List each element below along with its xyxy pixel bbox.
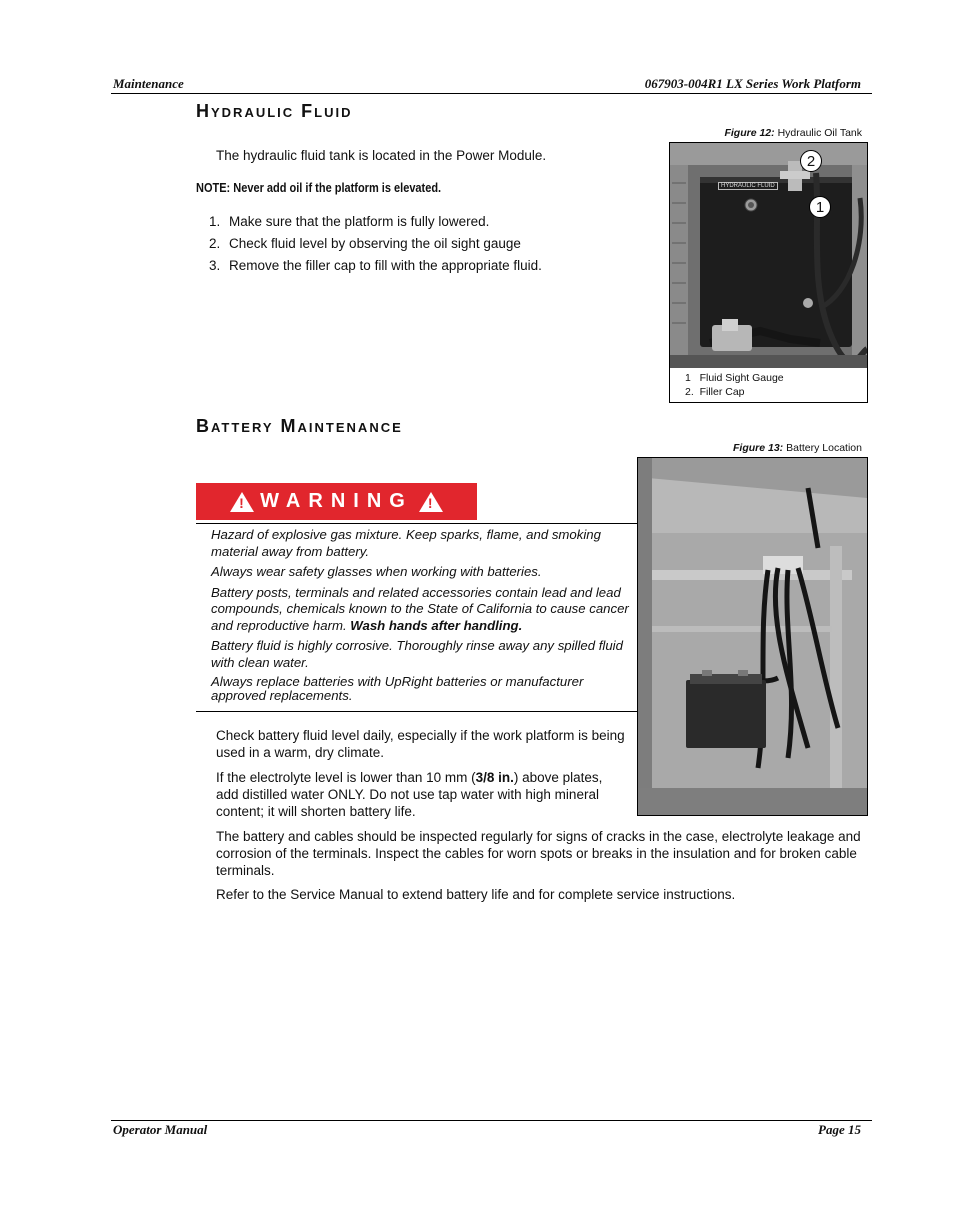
footer-rule	[111, 1120, 872, 1121]
battery-paragraph-electrolyte	[216, 769, 626, 820]
footer-manual-title: Operator Manual	[113, 1122, 208, 1137]
step-item	[209, 235, 629, 252]
battery-paragraph-service-manual: Refer to the Service Manual to extend battery life and for complete service instructions.	[216, 887, 736, 902]
step-text: Check fluid level by observing the oil sight gauge	[229, 236, 521, 251]
step-number: 1.	[209, 214, 221, 229]
electrolyte-measure: 3/8 in.	[475, 770, 514, 785]
warning-banner	[196, 483, 477, 520]
tank-label: HYDRAULIC FLUID	[718, 182, 778, 190]
figure-12-legend	[685, 371, 784, 399]
figure-13-label: Figure 13:	[733, 442, 784, 454]
callout-2: 2	[800, 150, 822, 172]
legend-item-filler-cap: 2. Filler Cap	[685, 386, 745, 398]
figure-12-title: Hydraulic Oil Tank	[777, 127, 862, 139]
warning-corrosive-fluid: Battery fluid is highly corrosive. Thoroughly rinse away any spilled fluid with clean water.	[211, 638, 623, 670]
hydraulic-steps	[209, 213, 629, 279]
warning-wash-hands: Wash hands after handling.	[350, 617, 523, 633]
step-text: Remove the filler cap to fill with the appropriate fluid.	[229, 258, 542, 273]
callout-1: 1	[809, 196, 831, 218]
step-item	[209, 213, 629, 230]
figure-12-caption	[724, 127, 862, 139]
figure-12-box	[669, 142, 868, 403]
battery-paragraph-daily-check: Check battery fluid level daily, especially if the work platform is being used in a warm, dry climate.	[216, 728, 625, 760]
warning-lead-text: Battery posts, terminals and related accessories contain lead and lead compounds, chemicals known to the State of California to cause cancer and reproductive harm.	[211, 584, 629, 633]
battery-compartment-illustration	[638, 458, 867, 815]
battery-paragraph-inspection: The battery and cables should be inspected regularly for signs of cracks in the case, electrolyte leakage and corrosion of the terminals. Inspect the cables for worn spots or breaks in the insulation and for broken cable terminals.	[216, 829, 861, 878]
figure-13-box	[637, 457, 868, 816]
figure-13-title: Battery Location	[786, 442, 862, 454]
warning-triangle-icon: !	[419, 492, 443, 512]
section-title-battery-maintenance: Battery Maintenance	[196, 416, 403, 436]
warning-text-block	[211, 527, 631, 707]
header-section-title: Maintenance	[113, 76, 184, 91]
figure-12-label: Figure 12:	[724, 127, 775, 139]
page-number: Page 15	[818, 1122, 861, 1137]
warning-word: WARNING	[260, 490, 413, 512]
section-title-hydraulic-fluid: Hydraulic Fluid	[196, 101, 353, 121]
warning-lead-compounds	[211, 585, 631, 635]
warning-explosive-gas: Hazard of explosive gas mixture. Keep sparks, flame, and smoking material away from battery.	[211, 527, 601, 559]
step-text: Make sure that the platform is fully lowered.	[229, 214, 490, 229]
warning-replacement: Always replace batteries with UpRight batteries or manufacturer approved replacements.	[211, 674, 584, 703]
figure-13-caption	[733, 442, 862, 454]
step-item	[209, 257, 629, 274]
legend-item-fluid-sight-gauge: 1 Fluid Sight Gauge	[685, 372, 784, 384]
warning-top-rule	[196, 523, 637, 524]
hydraulic-note: NOTE: Never add oil if the platform is elevated.	[196, 181, 442, 195]
electrolyte-text-end: ) above plates, add distilled water ONLY. Do not use tap water with high mineral content; it will shorten battery life.	[216, 770, 603, 819]
header-document-title: 067903-004R1 LX Series Work Platform	[644, 76, 861, 91]
hydraulic-tank-illustration	[670, 143, 867, 368]
step-number: 3.	[209, 258, 221, 273]
electrolyte-text-start: If the electrolyte level is lower than 10 mm (	[216, 770, 476, 785]
warning-safety-glasses: Always wear safety glasses when working with batteries.	[211, 564, 542, 579]
header-rule	[111, 93, 872, 94]
hydraulic-tank-photo	[670, 143, 867, 368]
warning-bottom-rule	[196, 711, 637, 712]
step-number: 2.	[209, 236, 221, 251]
hydraulic-intro: The hydraulic fluid tank is located in the Power Module.	[216, 148, 547, 163]
warning-triangle-icon: !	[230, 492, 254, 512]
